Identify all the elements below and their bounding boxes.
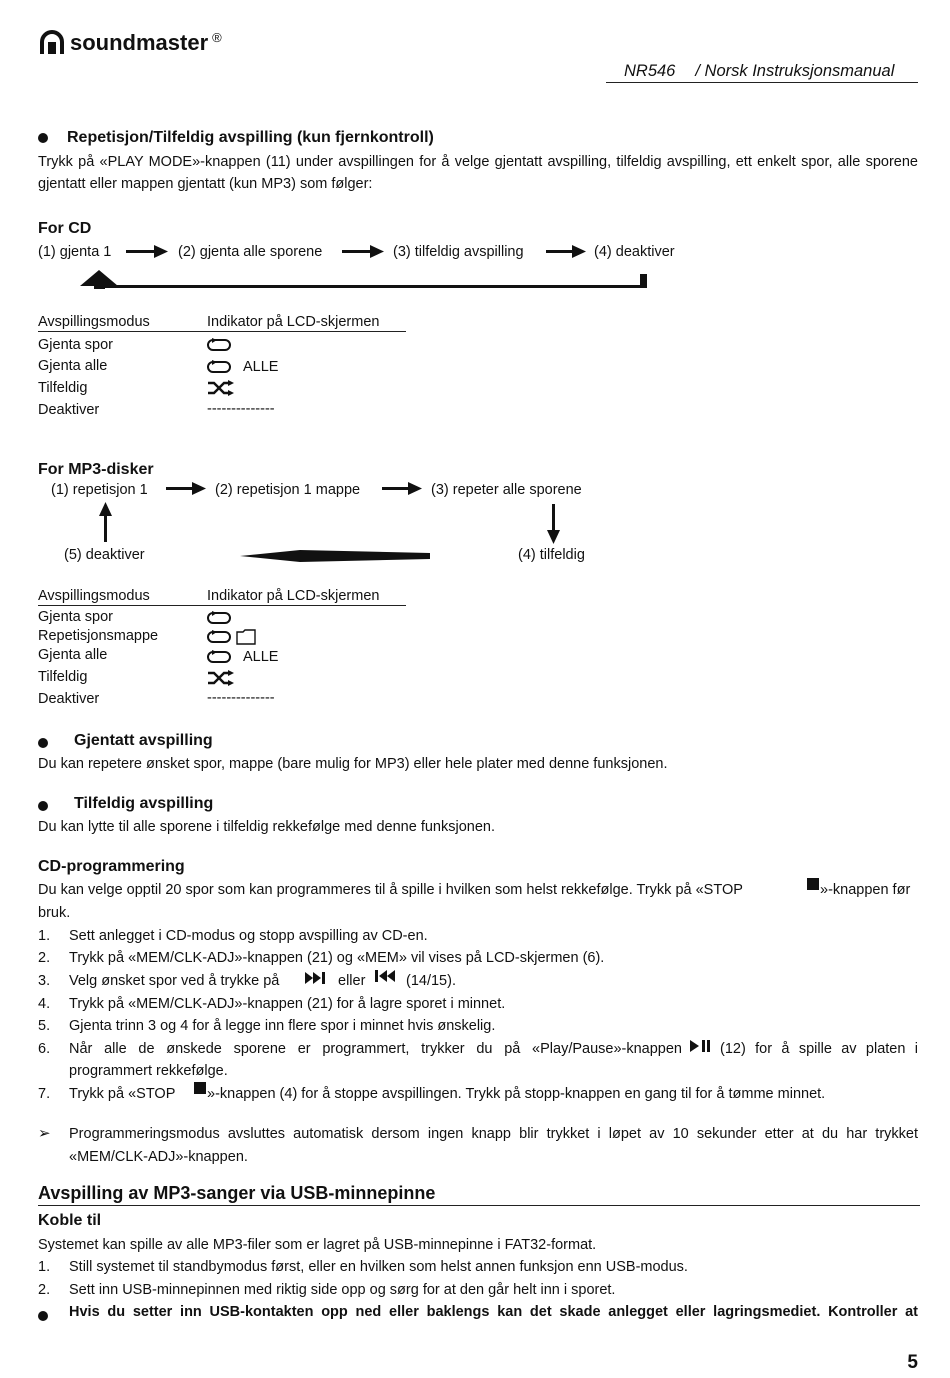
list-item: Trykk på «MEM/CLK-ADJ»-knappen (21) for å lagre sporet i minnet. xyxy=(69,996,506,1012)
list-item-text: eller xyxy=(338,973,366,989)
list-number: 5. xyxy=(38,1018,51,1034)
shuffle-icon xyxy=(207,380,235,396)
list-item: Trykk på «MEM/CLK-ADJ»-knappen (21) og «MEM» vil vises på LCD-skjermen (6). xyxy=(69,950,605,966)
arrow-right-icon xyxy=(382,482,422,495)
cd-table-header xyxy=(38,314,406,332)
cd-step-2: (2) gjenta alle sporene xyxy=(178,244,323,260)
list-number: 4. xyxy=(38,996,51,1012)
list-item: Gjenta trinn 3 og 4 for å legge inn flere spor i minnet hvis ønskelig. xyxy=(69,1018,496,1034)
list-number: 2. xyxy=(38,950,51,966)
mp3-step-4: (4) tilfeldig xyxy=(518,547,585,563)
shuffle-icon xyxy=(207,670,235,686)
mp3-flow-arrows xyxy=(0,470,950,580)
cd-step-1: (1) gjenta 1 xyxy=(38,244,112,260)
mp3-step-2: (2) repetisjon 1 mappe xyxy=(215,482,361,498)
list-item: Trykk på «STOP xyxy=(69,1086,176,1102)
cd-row-mode: Gjenta spor xyxy=(38,337,113,353)
list-number: 3. xyxy=(38,973,51,989)
bullet xyxy=(38,1309,48,1325)
arrow-right-icon xyxy=(166,482,206,495)
cd-prog-intro-wrap: bruk. xyxy=(38,905,71,921)
cd-row-mode: Tilfeldig xyxy=(38,380,88,396)
mp3-step-3: (3) repeter alle sporene xyxy=(431,482,582,498)
cd-row-indicator: -------------- xyxy=(207,401,275,417)
list-number: 1. xyxy=(38,928,51,944)
brand-name: soundmaster xyxy=(70,30,209,55)
arrow-right-icon xyxy=(126,245,168,258)
mp3-table-col1: Avspillingsmodus xyxy=(38,588,150,604)
random-play-text: Du kan lytte til alle sporene i tilfeldig rekkefølge med denne funksjonen. xyxy=(38,819,496,835)
list-item-text: (12) for å spille av platen i xyxy=(720,1041,918,1057)
section-text-repeat: Trykk på «PLAY MODE»-knappen (11) under avspillingen for å velge gjentatt avspilling, tilfeldig avspilling, ett enkelt spor, alle sporene gjentatt eller mappen gjentatt (kun MP3) som følger: xyxy=(38,154,918,192)
mp3-row-mode: Tilfeldig xyxy=(38,669,88,685)
list-item: Still systemet til standbymodus først, eller en hvilken som helst annen funksjon enn USB-modus. xyxy=(69,1259,688,1275)
repeat-icon xyxy=(207,360,233,374)
cd-table-col2: Indikator på LCD-skjermen xyxy=(207,314,380,330)
cd-title: For CD xyxy=(38,220,92,237)
cd-row-mode: Deaktiver xyxy=(38,402,100,418)
cd-flow-arrows xyxy=(0,0,950,300)
arrow-right-icon xyxy=(342,245,384,258)
bullet xyxy=(38,736,48,752)
list-item: Når alle de ønskede sporene er programmert, trykker du på «Play/Pause»-knappen xyxy=(69,1041,682,1057)
list-number: 1. xyxy=(38,1259,51,1275)
section-title-repeat: Repetisjon/Tilfeldig avspilling (kun fjernkontroll) xyxy=(67,129,434,146)
list-number: 2. xyxy=(38,1282,51,1298)
mp3-table-header xyxy=(38,588,406,606)
stop-icon xyxy=(807,878,819,890)
loop-back-arrow xyxy=(80,270,647,289)
mp3-row-indicator: ALLE xyxy=(243,649,279,665)
note-arrow-icon: ➢ xyxy=(38,1125,51,1142)
cd-prog-title: CD-programmering xyxy=(38,858,185,875)
list-item: Sett anlegget i CD-modus og stopp avspilling av CD-en. xyxy=(69,928,428,944)
arrow-right-icon xyxy=(546,245,586,258)
repeat-icon xyxy=(207,611,233,625)
mp3-row-mode: Gjenta alle xyxy=(38,647,108,663)
usb-title: Avspilling av MP3-sanger via USB-minnepinne xyxy=(38,1183,920,1206)
manual-title: / Norsk Instruksjonsmanual xyxy=(695,62,895,80)
list-item-text: (14/15). xyxy=(406,973,456,989)
page-number: 5 xyxy=(907,1352,918,1373)
skip-next-icon xyxy=(305,972,327,984)
mp3-row-indicator: -------------- xyxy=(207,690,275,706)
cd-row-mode: Gjenta alle xyxy=(38,358,108,374)
mp3-row-mode: Deaktiver xyxy=(38,691,100,707)
list-number: 6. xyxy=(38,1041,51,1057)
mp3-step-1: (1) repetisjon 1 xyxy=(51,482,148,498)
list-item: Sett inn USB-minnepinnen med riktig side opp og sørg for at den går helt inn i sporet. xyxy=(69,1282,616,1298)
cd-row-indicator: ALLE xyxy=(243,359,279,375)
repeat-play-text: Du kan repetere ønsket spor, mappe (bare mulig for MP3) eller hele plater med denne funksjonen. xyxy=(38,756,668,772)
list-number: 7. xyxy=(38,1086,51,1102)
skip-prev-icon xyxy=(375,970,397,982)
list-item: Velg ønsket spor ved å trykke på xyxy=(69,973,280,989)
random-play-title: Tilfeldig avspilling xyxy=(74,795,214,812)
repeat-icon xyxy=(207,650,233,664)
arrow-up-icon xyxy=(99,502,112,542)
mp3-row-mode: Repetisjonsmappe xyxy=(38,628,159,644)
usb-text: Systemet kan spille av alle MP3-filer som er lagret på USB-minnepinne i FAT32-format. xyxy=(38,1237,597,1253)
mp3-table-col2: Indikator på LCD-skjermen xyxy=(207,588,380,604)
cd-step-3: (3) tilfeldig avspilling xyxy=(393,244,524,260)
mp3-row-mode: Gjenta spor xyxy=(38,609,113,625)
mp3-step-5: (5) deaktiver xyxy=(64,547,145,563)
cd-prog-note: Programmeringsmodus avsluttes automatisk dersom ingen knapp blir trykket i løpet av 10 sekunder etter at du har trykket «MEM/CLK-ADJ»-knappen. xyxy=(69,1126,918,1165)
list-item-wrap: programmert rekkefølge. xyxy=(69,1063,228,1079)
arrow-down-icon xyxy=(547,504,560,544)
stop-icon xyxy=(194,1082,206,1094)
repeat-play-title: Gjentatt avspilling xyxy=(74,732,213,749)
cd-prog-intro: Du kan velge opptil 20 spor som kan programmeres til å spille i hvilken som helst rekkefølge. Trykk på «STOP xyxy=(38,882,743,898)
model-number: NR546 xyxy=(624,62,676,80)
arrow-left-icon xyxy=(240,550,430,562)
cd-prog-intro-end: »-knappen før xyxy=(820,882,911,898)
registered-mark: ® xyxy=(212,29,222,45)
repeat-folder-icon xyxy=(207,629,259,645)
cd-table-col1: Avspillingsmodus xyxy=(38,314,150,330)
repeat-icon xyxy=(207,338,233,352)
bullet xyxy=(38,799,48,815)
usb-subtitle: Koble til xyxy=(38,1212,102,1229)
mp3-title: For MP3-disker xyxy=(38,461,154,478)
play-pause-icon xyxy=(690,1040,712,1052)
list-item-text: »-knappen (4) for å stoppe avspillingen. Trykk på stopp-knappen en gang til for å tømme minnet. xyxy=(207,1086,826,1102)
cd-step-4: (4) deaktiver xyxy=(594,244,675,260)
usb-warning: Hvis du setter inn USB-kontakten opp ned eller baklengs kan det skade anlegget eller lagringsmediet. Kontroller at xyxy=(69,1304,918,1320)
